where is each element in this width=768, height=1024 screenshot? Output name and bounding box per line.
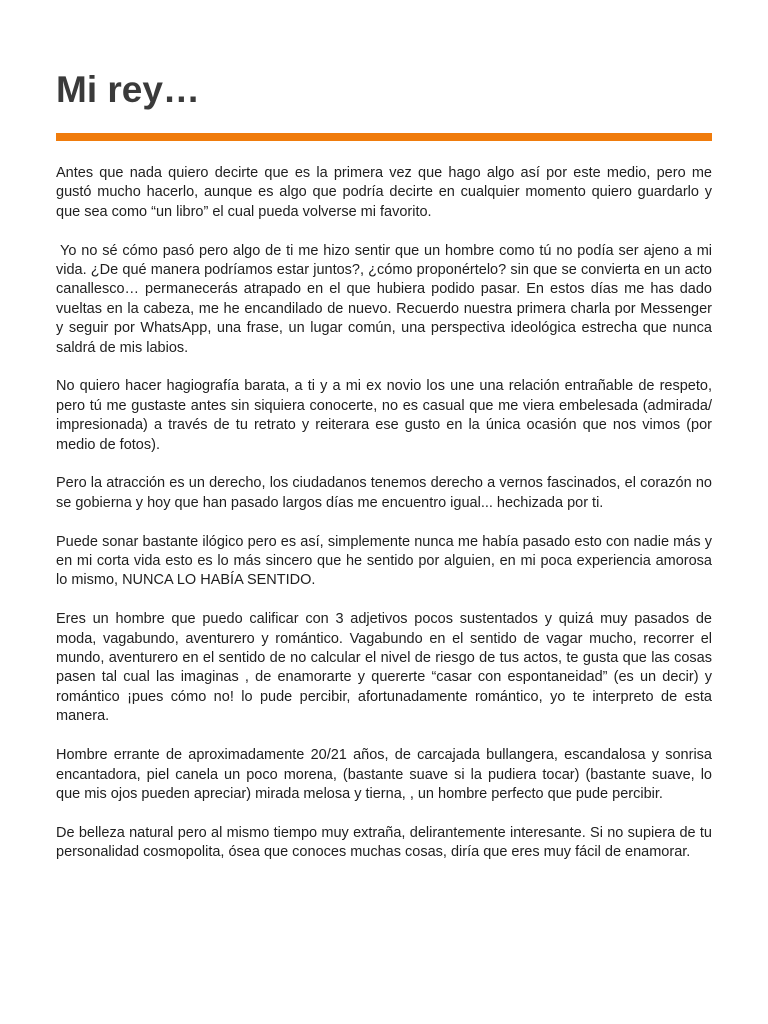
title-divider [56,133,712,141]
body-paragraph: No quiero hacer hagiografía barata, a ti y a mi ex novio los une una relación entrañable de respeto, pero tú me gustaste antes sin siquiera conocerte, no es casual que me viera embelesada (admirada/ impresionada) a través de tu retrato y reiterara ese gusto en la única ocasión que nos vimos (por medio de fotos). [56,378,712,453]
document-title: Mi rey… [56,69,200,110]
body-paragraph: Eres un hombre que puedo calificar con 3 adjetivos pocos sustentados y quizá muy pasados de moda, vagabundo, aventurero y romántico. Vagabundo en el sentido de vagar mucho, recorrer el mundo, aventurero en el sentido de no calcular el nivel de riesgo de tus actos, te gusta que las cosas pasen tal cual las imaginas , de enamorarte y quererte “casar con espontaneidad” (es un decir) y romántico ¡pues cómo no! lo pude percibir, afortunadamente romántico, yo te interpreto de esta manera. [56,611,712,725]
body-paragraph: Pero la atracción es un derecho, los ciudadanos tenemos derecho a vernos fascinados, el corazón no se gobierna y hoy que han pasado largos días me encuentro igual... hechizada por ti. [56,475,712,511]
document-body [56,164,712,882]
body-paragraph: Yo no sé cómo pasó pero algo de ti me hizo sentir que un hombre como tú no podía ser ajeno a mi vida. ¿De qué manera podríamos estar juntos?, ¿cómo proponértelo? sin que se convierta en un acto canallesco… permanecerás atrapado en el que hubiera podido pasar. En estos días me has dado vueltas en la cabeza, me he encandilado de nuevo. Recuerdo nuestra primera charla por Messenger y seguir por WhatsApp, una frase, un lugar común, una perspectiva ideológica estrecha que nunca saldrá de mis labios. [56,242,712,356]
body-paragraph: Hombre errante de aproximadamente 20/21 años, de carcajada bullangera, escandalosa y sonrisa encantadora, piel canela un poco morena, (bastante suave si la pudiera tocar) (bastante suave, lo que mis ojos pueden apreciar) mirada melosa y tierna, , un hombre perfecto que pude percibir. [56,747,712,802]
body-paragraph: Antes que nada quiero decirte que es la primera vez que hago algo así por este medio, pero me gustó mucho hacerlo, aunque es algo que podría decirte en cualquier momento quiero guardarlo y que sea como “un libro” el cual pueda volverse mi favorito. [56,165,712,220]
body-paragraph: Puede sonar bastante ilógico pero es así, simplemente nunca me había pasado esto con nadie más y en mi corta vida esto es lo más sincero que he sentido por alguien, en mi poca experiencia amorosa lo mismo, NUNCA LO HABÍA SENTIDO. [56,533,712,589]
body-paragraph: De belleza natural pero al mismo tiempo muy extraña, delirantemente interesante. Si no supiera de tu personalidad cosmopolita, ósea que conoces muchas cosas, diría que eres muy fácil de enamorar. [56,824,712,861]
